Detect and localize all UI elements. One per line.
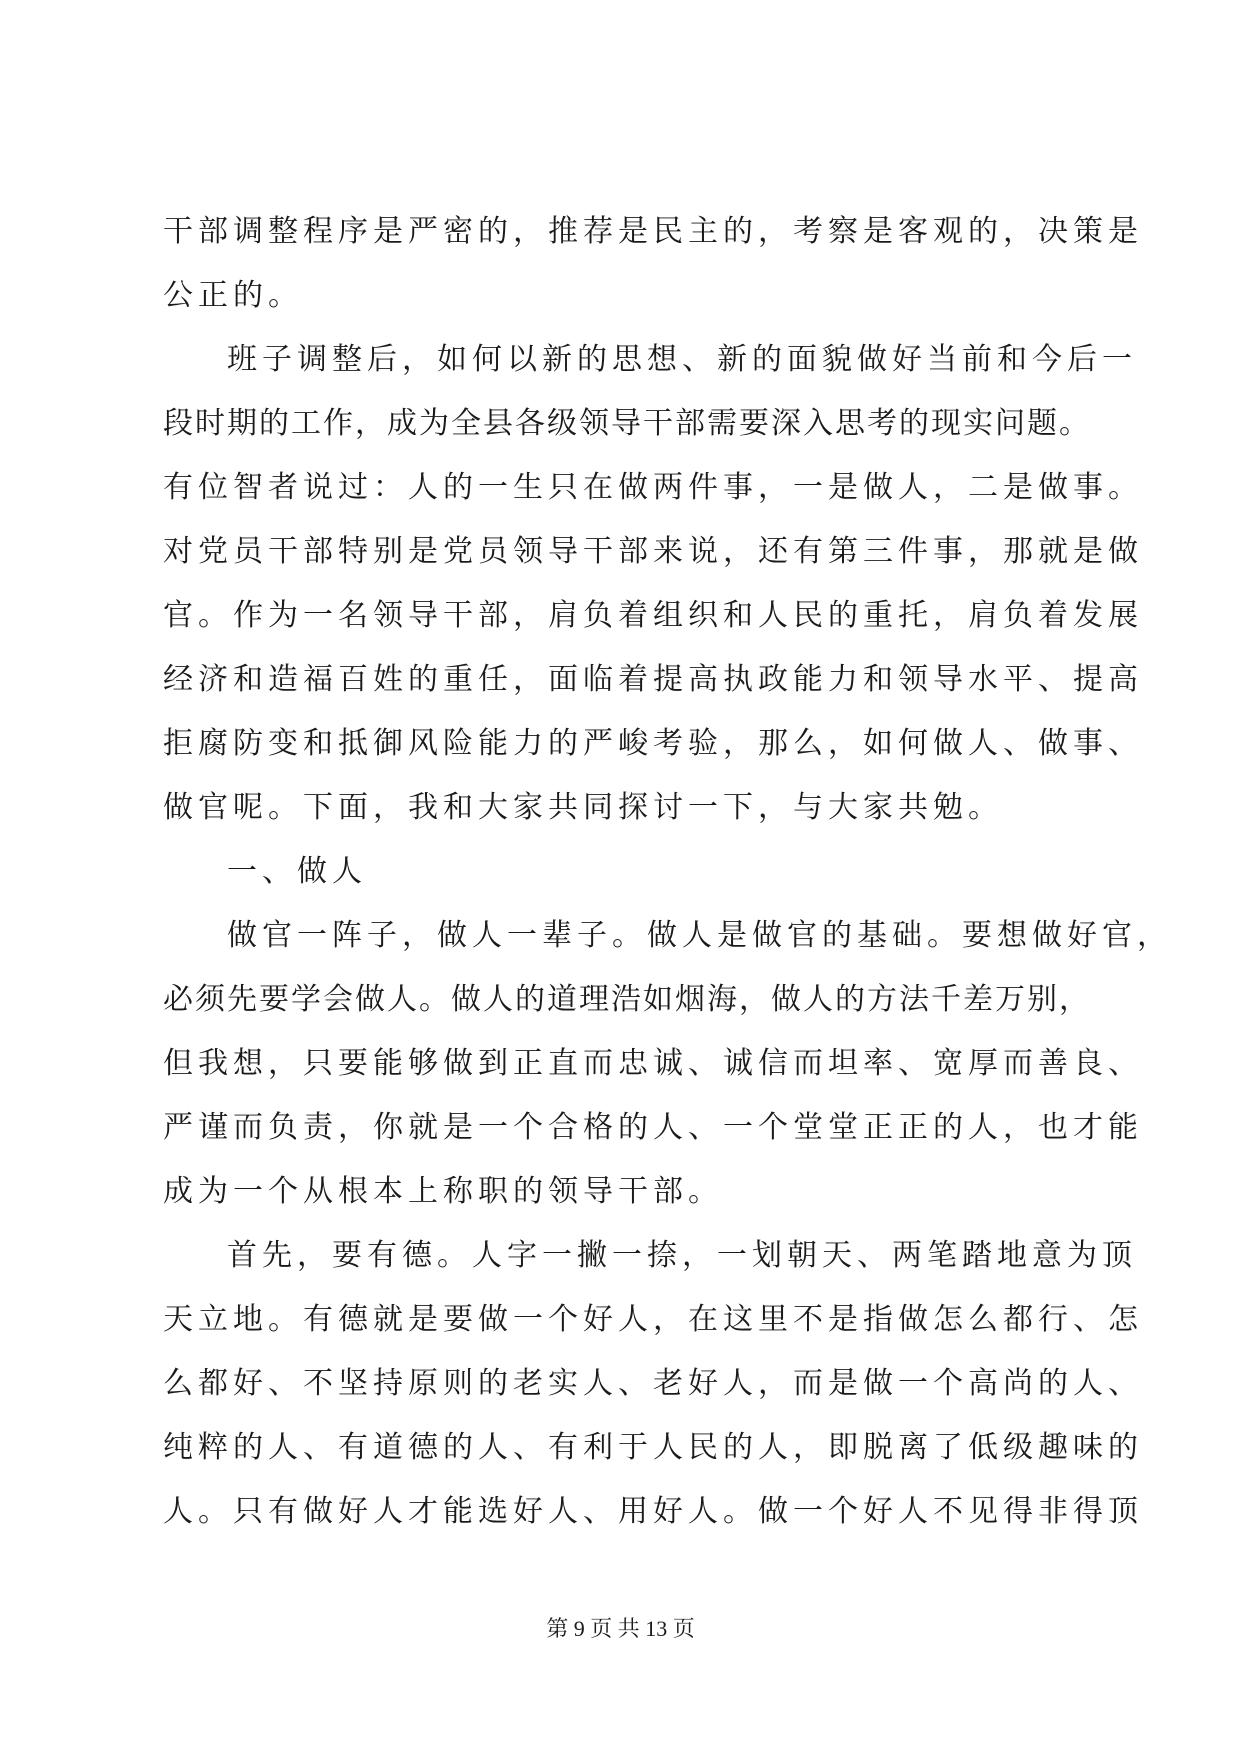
text-line: 经济和造福百姓的重任，面临着提高执政能力和领导水平、提高 [163,662,1143,697]
text-line: 拒腐防变和抵御风险能力的严峻考验，那么，如何做人、做事、 [163,726,1143,761]
text-line: 人。只有做好人才能选好人、用好人。做一个好人不见得非得顶 [163,1494,1143,1529]
text-line: 对党员干部特别是党员领导干部来说，还有第三件事，那就是做 [163,534,1143,569]
text-line: 成为一个从根本上称职的领导干部。 [163,1174,723,1209]
text-line: 有位智者说过：人的一生只在做两件事，一是做人，二是做事。 [163,470,1143,505]
text-line: 首先，要有德。人字一撇一捺，一划朝天、两笔踏地意为顶 [227,1238,1137,1273]
page-number-footer: 第 9 页 共 13 页 [546,1616,695,1641]
text-line: 纯粹的人、有道德的人、有利于人民的人，即脱离了低级趣味的 [163,1430,1143,1465]
text-line: 做官呢。下面，我和大家共同探讨一下，与大家共勉。 [163,790,1003,825]
text-line: 必须先要学会做人。做人的道理浩如烟海，做人的方法千差万别， [163,982,1091,1017]
text-line: 天立地。有德就是要做一个好人，在这里不是指做怎么都行、怎 [163,1302,1143,1337]
text-line: 但我想，只要能够做到正直而忠诚、诚信而坦率、宽厚而善良、 [163,1046,1143,1081]
text-line: 班子调整后，如何以新的思想、新的面貌做好当前和今后一 [227,342,1137,377]
section-heading: 一、做人 [227,854,367,889]
text-line: 官。作为一名领导干部，肩负着组织和人民的重托，肩负着发展 [163,598,1143,633]
text-line: 干部调整程序是严密的，推荐是民主的，考察是客观的，决策是 [163,214,1143,249]
text-line: 公正的。 [163,278,303,313]
text-line: 做官一阵子，做人一辈子。做人是做官的基础。要想做好官， [227,918,1172,953]
text-line: 段时期的工作，成为全县各级领导干部需要深入思考的现实问题。 [163,406,1091,441]
text-line: 么都好、不坚持原则的老实人、老好人，而是做一个高尚的人、 [163,1366,1143,1401]
text-line: 严谨而负责，你就是一个合格的人、一个堂堂正正的人，也才能 [163,1110,1143,1145]
